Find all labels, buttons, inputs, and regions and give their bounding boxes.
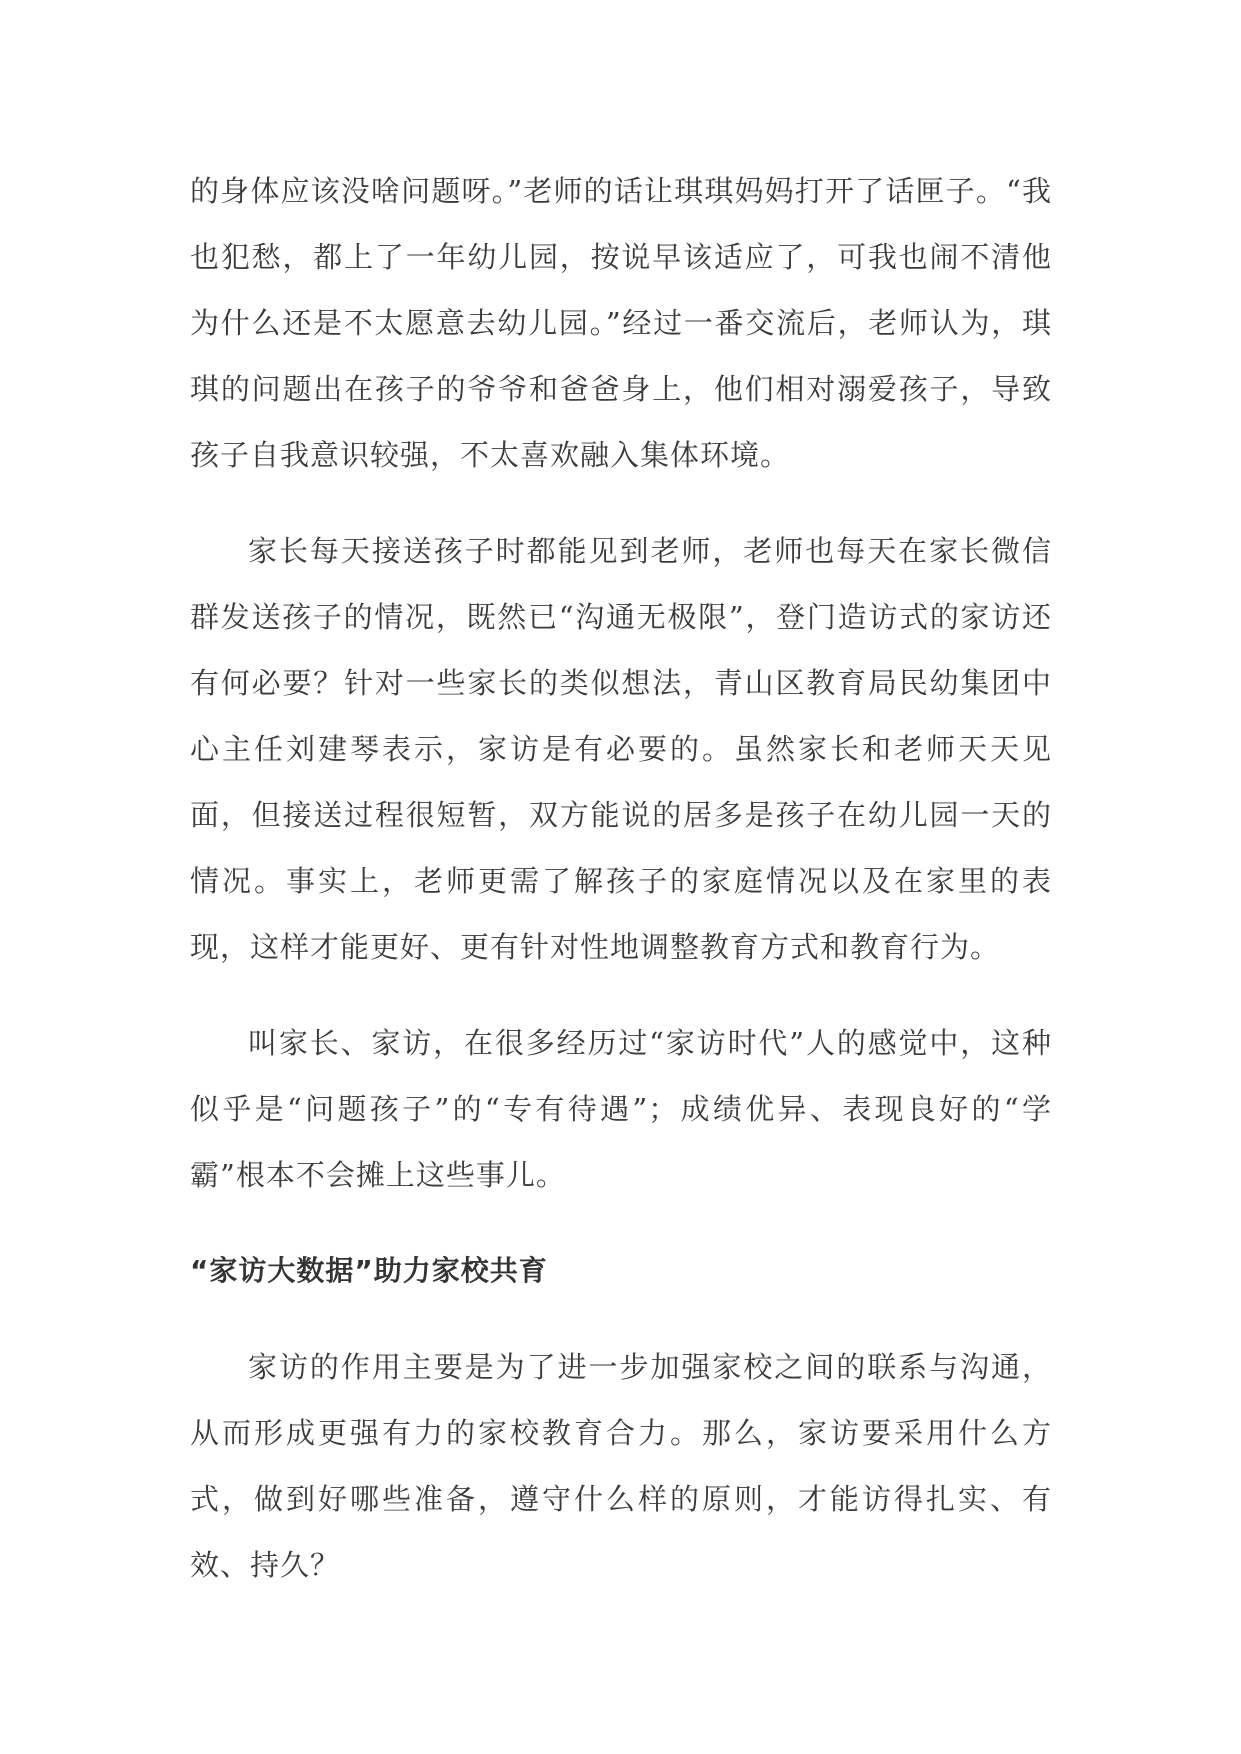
paragraph-home-visit-necessity: 家长每天接送孩子时都能见到老师，老师也每天在家长微信群发送孩子的情况，既然已“沟通无极限”，登门造访式的家访还有何必要？针对一些家长的类似想法，青山区教育局民幼集团中心主任刘建琴表示，家访是有必要的。虽然家长和老师天天见面，但接送过程很短暂，双方能说的居多是孩子在幼儿园一天的情况。事实上，老师更需了解孩子的家庭情况以及在家里的表现，这样才能更好、更有针对性地调整教育方式和教育行为。 — [190, 534, 1052, 964]
document-body — [190, 158, 1052, 1628]
paragraph-home-visit-purpose: 家访的作用主要是为了进一步加强家校之间的联系与沟通，从而形成更强有力的家校教育合力。那么，家访要采用什么方式，做到好哪些准备，遵守什么样的原则，才能访得扎实、有效、持久？ — [190, 1350, 1052, 1582]
paragraph-continuation: 的身体应该没啥问题呀。”老师的话让琪琪妈妈打开了话匣子。“我也犯愁，都上了一年幼儿园，按说早该适应了，可我也闹不清他为什么还是不太愿意去幼儿园。”经过一番交流后，老师认为，琪琪的问题出在孩子的爷爷和爸爸身上，他们相对溺爱孩子，导致孩子自我意识较强，不太喜欢融入集体环境。 — [190, 174, 1052, 472]
paragraph-problem-children: 叫家长、家访，在很多经历过“家访时代”人的感觉中，这种似乎是“问题孩子”的“专有待遇”；成绩优异、表现良好的“学霸”根本不会摊上这些事儿。 — [190, 1026, 1052, 1192]
section-heading: “家访大数据”助力家校共育 — [190, 1254, 548, 1287]
